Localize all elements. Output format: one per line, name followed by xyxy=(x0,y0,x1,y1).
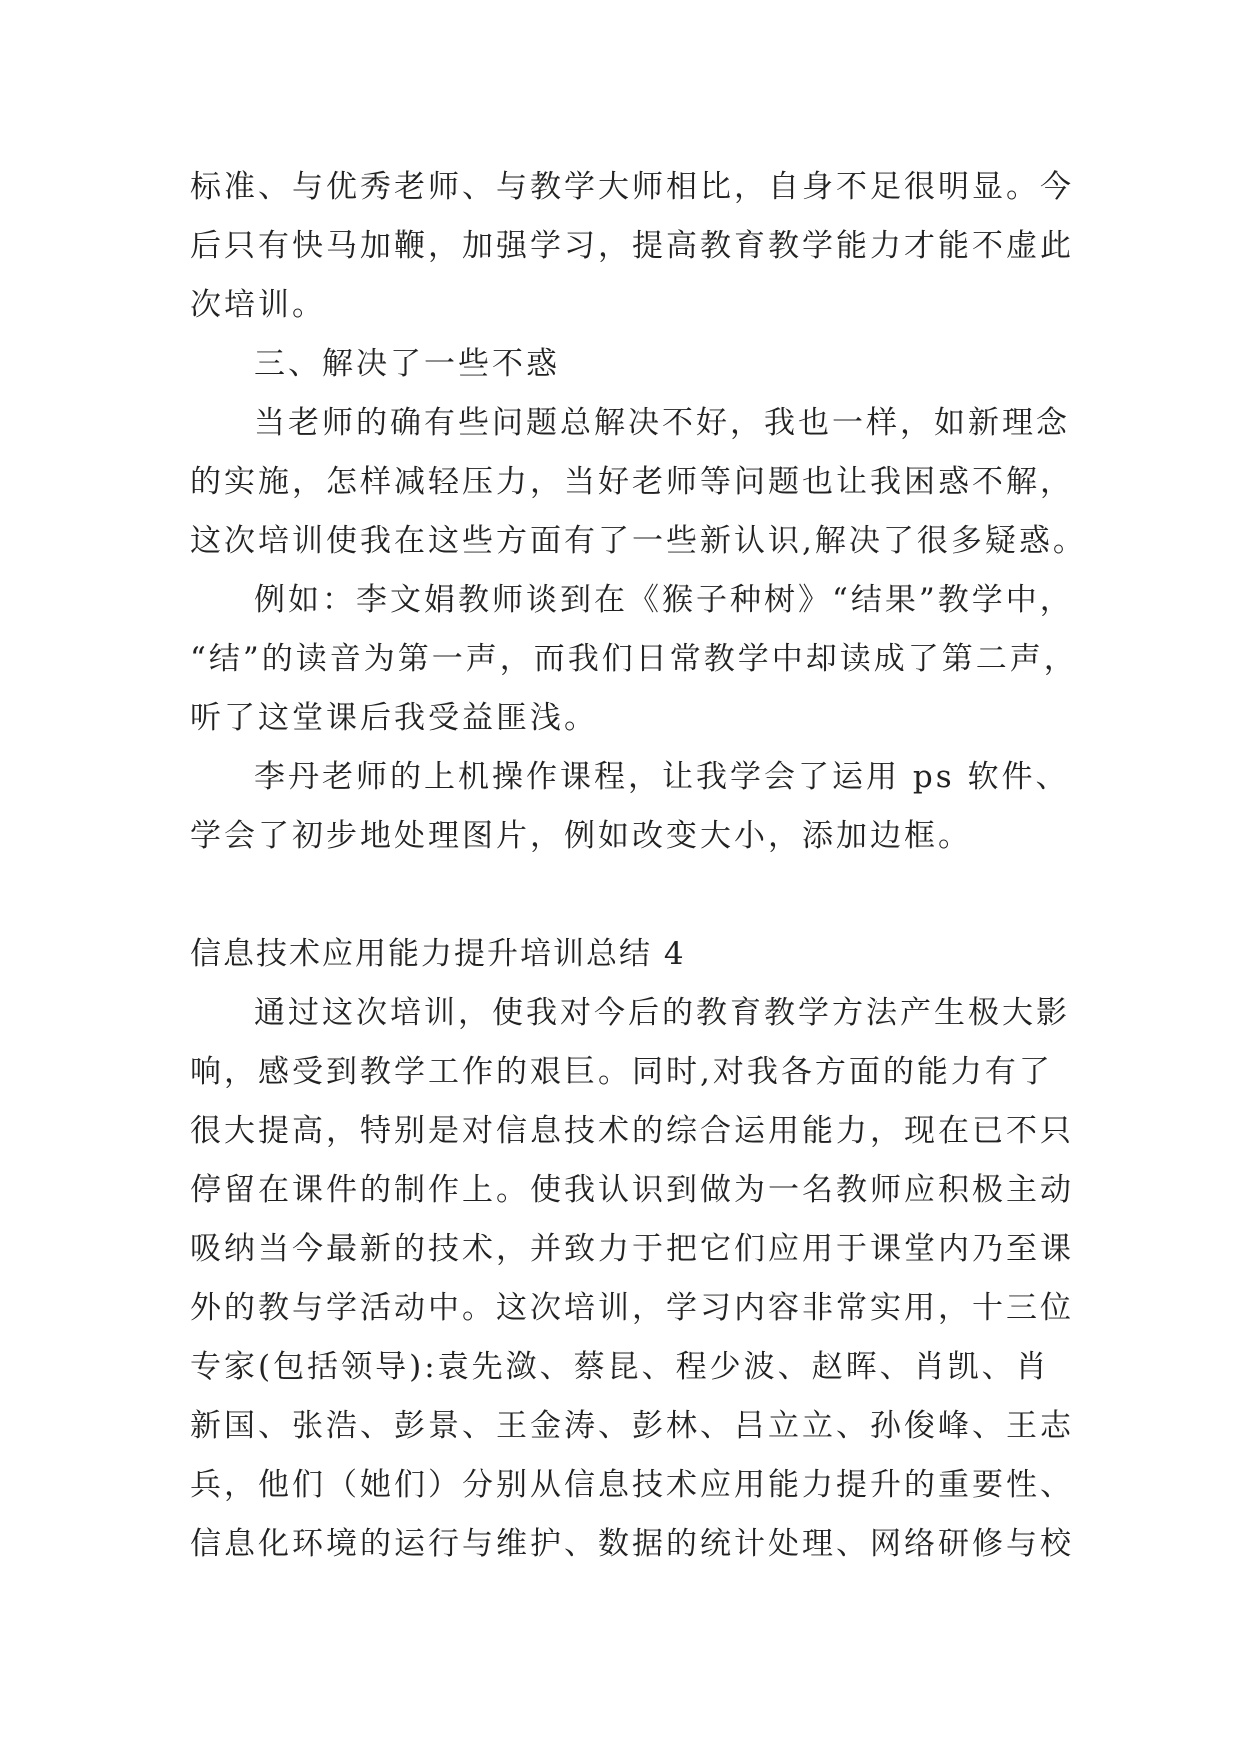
text-line: 很大提高，特别是对信息技术的综合运用能力，现在已不只 xyxy=(190,1113,1074,1149)
text-line: 的实施，怎样减轻压力，当好老师等问题也让我困惑不解， xyxy=(190,464,1074,500)
text-line: 通过这次培训，使我对今后的教育教学方法产生极大影 xyxy=(254,995,1070,1031)
text-line: 学会了初步地处理图片，例如改变大小，添加边框。 xyxy=(190,818,972,854)
section-heading-3: 三、解决了一些不惑 xyxy=(254,346,560,382)
text-line: 停留在课件的制作上。使我认识到做为一名教师应积极主动 xyxy=(190,1172,1074,1208)
text-line: 例如：李文娟教师谈到在《猴子种树》“结果”教学中， xyxy=(254,582,1074,618)
document-section-title: 信息技术应用能力提升培训总结 4 xyxy=(190,936,686,972)
text-line: 听了这堂课后我受益匪浅。 xyxy=(190,700,598,736)
text-line: “结”的读音为第一声，而我们日常教学中却读成了第二声， xyxy=(190,641,1078,677)
text-line: 信息化环境的运行与维护、数据的统计处理、网络研修与校 xyxy=(190,1526,1074,1562)
text-line: 新国、张浩、彭景、王金涛、彭林、吕立立、孙俊峰、王志 xyxy=(190,1408,1074,1444)
text-line: 后只有快马加鞭，加强学习，提高教育教学能力才能不虚此 xyxy=(190,228,1074,264)
text-line: 外的教与学活动中。这次培训，学习内容非常实用，十三位 xyxy=(190,1290,1074,1326)
text-line: 当老师的确有些问题总解决不好，我也一样，如新理念 xyxy=(254,405,1070,441)
text-line: 标准、与优秀老师、与教学大师相比，自身不足很明显。今 xyxy=(190,169,1074,205)
text-line: 李丹老师的上机操作课程，让我学会了运用 ps 软件、 xyxy=(254,759,1070,795)
text-line: 响，感受到教学工作的艰巨。同时,对我各方面的能力有了 xyxy=(190,1054,1053,1090)
text-line: 次培训。 xyxy=(190,287,326,323)
document-body xyxy=(190,158,1087,1574)
text-line: 兵，他们（她们）分别从信息技术应用能力提升的重要性、 xyxy=(190,1467,1074,1503)
text-line: 吸纳当今最新的技术，并致力于把它们应用于课堂内乃至课 xyxy=(190,1231,1074,1267)
paragraph-gap xyxy=(190,866,1060,925)
text-line: 这次培训使我在这些方面有了一些新认识,解决了很多疑惑。 xyxy=(190,523,1087,559)
text-line: 专家(包括领导):袁先潋、蔡昆、程少波、赵晖、肖凯、肖 xyxy=(190,1349,1050,1385)
